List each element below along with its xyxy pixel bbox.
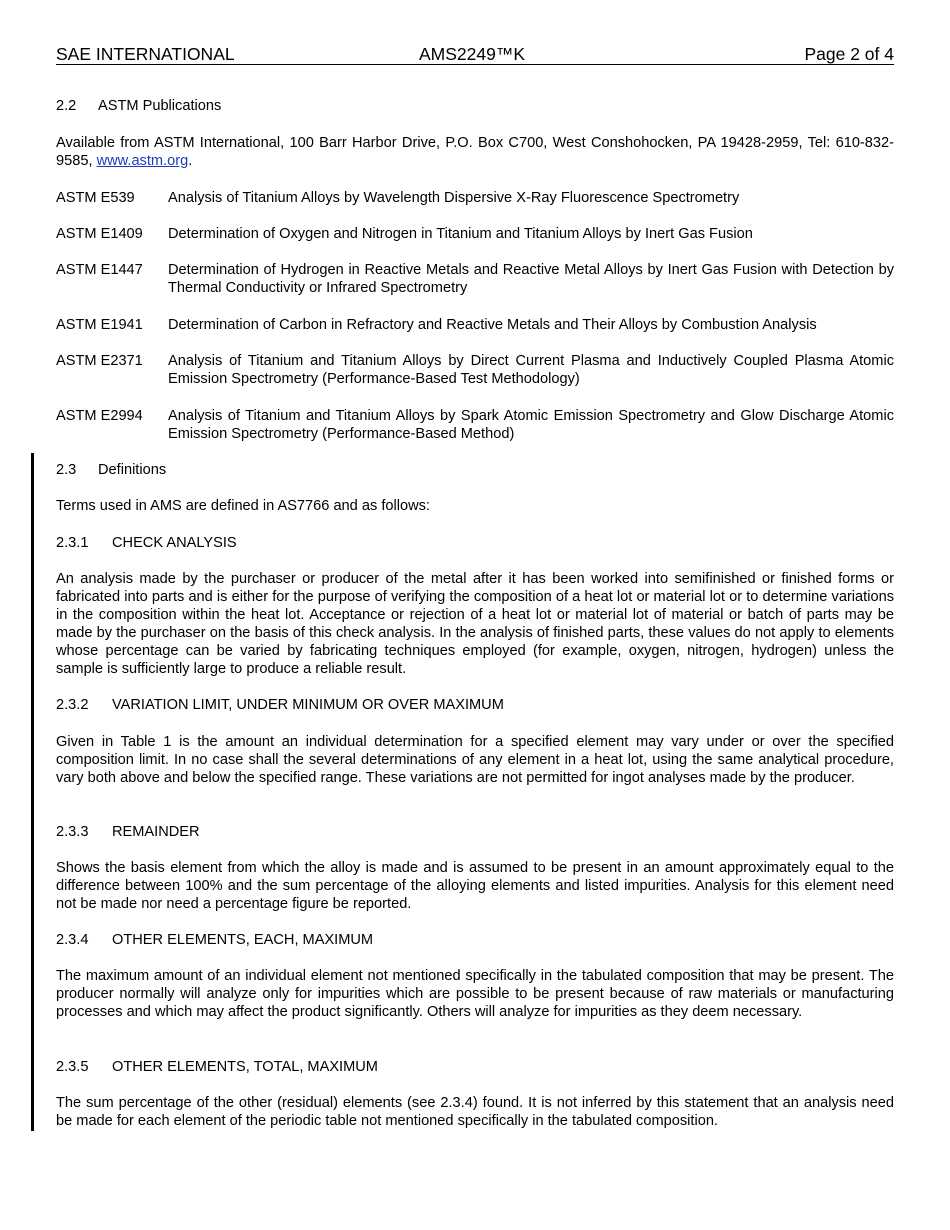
section-2-3-intro: Terms used in AMS are defined in AS7766 and as follows: <box>56 498 430 514</box>
section-2-3-3-body: Shows the basis element from which the alloy is made and is assumed to be present in an amount approximately equal to the difference between 100% and the sum percentage of the alloying elements and listed impurities. Analysis for this element need not be made nor need a percentage figure be reported. <box>56 860 894 912</box>
section-2-3-2-heading: 2.3.2 VARIATION LIMIT, UNDER MINIMUM OR OVER MAXIMUM <box>56 697 504 713</box>
section-2-3-3-heading: 2.3.3 REMAINDER <box>56 824 200 840</box>
section-2-3-4-heading: 2.3.4 OTHER ELEMENTS, EACH, MAXIMUM <box>56 932 374 948</box>
section-2-3-1-body: An analysis made by the purchaser or producer of the metal after it has been worked into semifinished or finished forms or fabricated into parts and is either for the purpose of verifying the composition of a heat lot or material lot or to determine variations in the composition within the heat lot. Acceptance or rejection of a heat lot or material lot of material or batch of parts may be made by the purchaser on the basis of this check analysis. In the analysis of finished parts, these values do not apply to elements whose percentage can be varied by fabricating techniques employed (for example, oxygen, nitrogen, hydrogen) unless the sample is sufficiently large to produce a reliable result. <box>56 571 894 677</box>
reference-astm-e1409: ASTM E1409 Determination of Oxygen and Nitrogen in Titanium and Titanium Alloys by Inert Gas Fusion <box>56 226 753 242</box>
header-organization: SAE INTERNATIONAL <box>56 44 235 64</box>
section-2-2-heading: 2.2 ASTM Publications <box>56 98 222 114</box>
reference-astm-e1941: ASTM E1941 Determination of Carbon in Refractory and Reactive Metals and Their Alloys by Combustion Analysis <box>56 317 817 333</box>
section-2-3-heading: 2.3 Definitions <box>56 462 167 478</box>
section-2-3-1-heading: 2.3.1 CHECK ANALYSIS <box>56 535 237 551</box>
reference-astm-e539: ASTM E539 Analysis of Titanium Alloys by Wavelength Dispersive X-Ray Fluorescence Spectrometry <box>56 190 740 206</box>
header-page-number: Page 2 of 4 <box>804 44 894 64</box>
section-2-3-5-body: The sum percentage of the other (residual) elements (see 2.3.4) found. It is not inferred by this statement that an analysis need be made for each element of the periodic table not mentioned specifically in the tabulated composition. <box>56 1095 894 1129</box>
reference-astm-e2371: ASTM E2371 Analysis of Titanium and Titanium Alloys by Direct Current Plasma and Inductively Coupled Plasma Atomic Emission Spectrometry (Performance-Based Test Methodology) <box>56 353 894 387</box>
revision-change-bar <box>31 453 34 1131</box>
reference-astm-e1447: ASTM E1447 Determination of Hydrogen in Reactive Metals and Reactive Metal Alloys by Inert Gas Fusion with Detection by Thermal Conductivity or Infrared Spectrometry <box>56 262 894 296</box>
header-document-id: AMS2249™K <box>419 44 526 64</box>
astm-website-link[interactable]: www.astm.org <box>96 153 189 169</box>
section-2-3-4-body: The maximum amount of an individual element not mentioned specifically in the tabulated composition that may be present. The producer normally will analyze only for impurities which are possible to be present because of raw materials or manufacturing processes and which may affect the product significantly. Others will analyze for impurities as they deem necessary. <box>56 968 894 1020</box>
page-header <box>56 44 894 65</box>
reference-astm-e2994: ASTM E2994 Analysis of Titanium and Titanium Alloys by Spark Atomic Emission Spectrometry and Glow Discharge Atomic Emission Spectrometry (Performance-Based Method) <box>56 408 894 442</box>
section-2-2-availability: Available from ASTM International, 100 Barr Harbor Drive, P.O. Box C700, West Conshohocken, PA 19428-2959, Tel: 610-832-9585, www.astm.org. <box>56 135 894 169</box>
section-2-3-5-heading: 2.3.5 OTHER ELEMENTS, TOTAL, MAXIMUM <box>56 1059 378 1075</box>
section-2-3-2-body: Given in Table 1 is the amount an individual determination for a specified element may vary under or over the specified composition limit. In no case shall the several determinations of any element in a heat lot, using the same analytical procedure, vary both above and below the specified range. These variations are not permitted for ingot analyses made by the producer. <box>56 734 894 786</box>
